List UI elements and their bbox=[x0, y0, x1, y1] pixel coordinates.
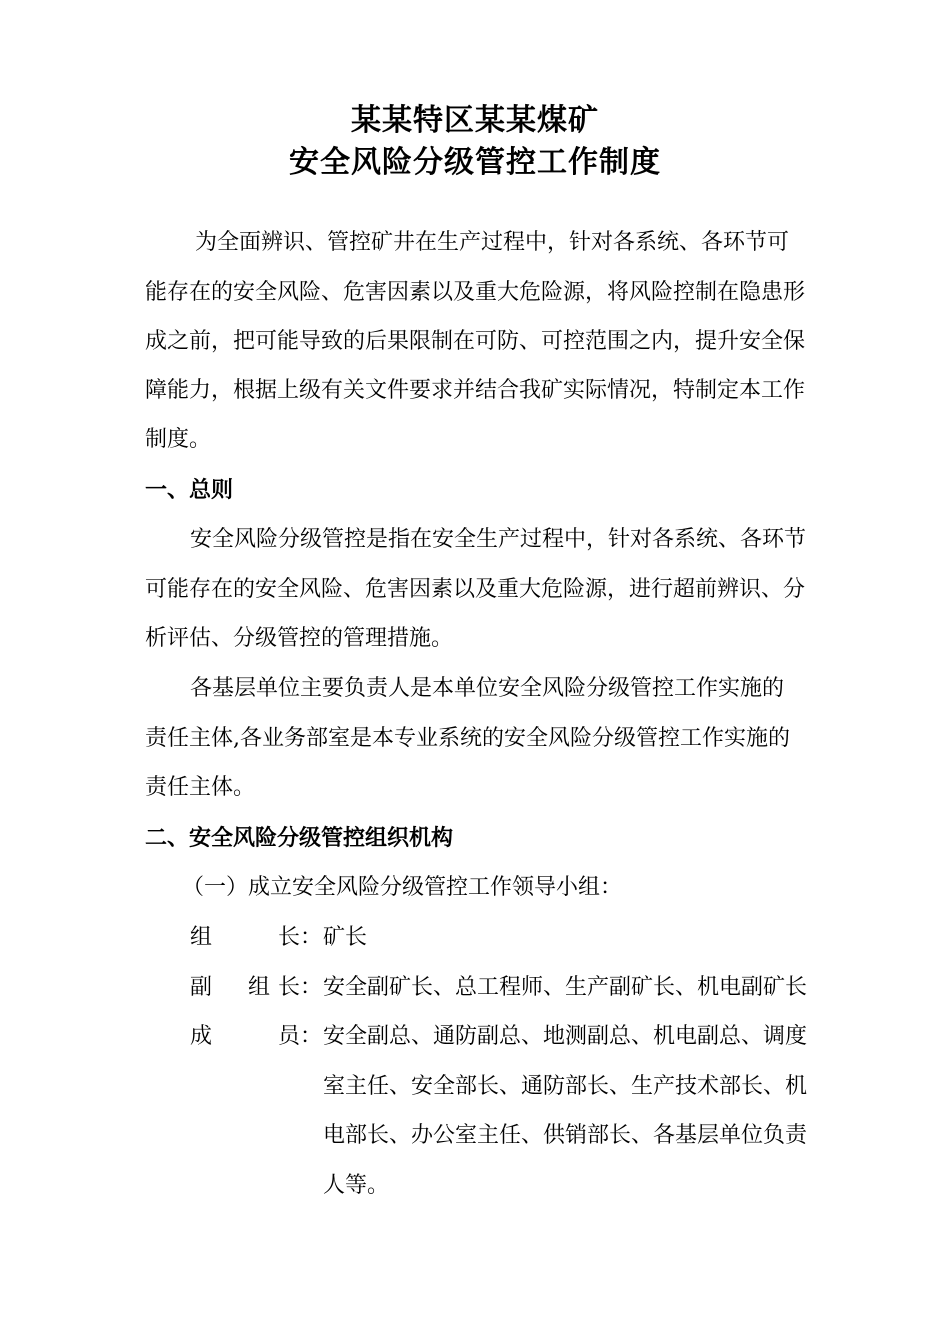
section-2-sub-1: （一）成立安全风险分级管控工作领导小组： bbox=[182, 875, 623, 900]
intro-line-1: 为全面辨识、管控矿井在生产过程中，针对各系统、各环节可 bbox=[195, 230, 790, 255]
section-2-heading: 二、安全风险分级管控组织机构 bbox=[145, 825, 454, 851]
role-colon-members: 员： bbox=[278, 1024, 323, 1049]
intro-line-5: 制度。 bbox=[145, 427, 212, 452]
section-1-para1-line-2: 可能存在的安全风险、危害因素以及重大危险源，进行超前辨识、分 bbox=[145, 577, 806, 602]
section-1-heading: 一、总则 bbox=[145, 477, 234, 503]
intro-line-3: 成之前，把可能导致的后果限制在可防、可控范围之内，提升安全保 bbox=[145, 329, 806, 354]
document-title-line-2: 安全风险分级管控工作制度 bbox=[289, 145, 661, 180]
role-value-deputy-leader: 安全副矿长、总工程师、生产副矿长、机电副矿长 bbox=[323, 975, 808, 1000]
section-1-para1-line-3: 析评估、分级管控的管理措施。 bbox=[145, 626, 454, 651]
role-value-members-line-2: 室主任、安全部长、通防部长、生产技术部长、机 bbox=[323, 1074, 808, 1099]
section-1-para2-line-3: 责任主体。 bbox=[145, 775, 256, 800]
intro-line-4: 障能力，根据上级有关文件要求并结合我矿实际情况，特制定本工作 bbox=[145, 378, 806, 403]
role-label-members: 成 bbox=[190, 1024, 213, 1049]
role-value-leader: 矿长 bbox=[323, 925, 368, 950]
role-label-deputy-leader: 副 组 bbox=[190, 975, 270, 1000]
role-colon-deputy-leader: 长： bbox=[278, 975, 323, 1000]
section-1-para2-line-1: 各基层单位主要负责人是本单位安全风险分级管控工作实施的 bbox=[190, 676, 785, 701]
section-1-para1-line-1: 安全风险分级管控是指在安全生产过程中，针对各系统、各环节 bbox=[190, 527, 807, 552]
role-value-members-line-4: 人等。 bbox=[323, 1173, 390, 1198]
intro-line-2: 能存在的安全风险、危害因素以及重大危险源，将风险控制在隐患形 bbox=[145, 280, 806, 305]
role-colon-leader: 长： bbox=[278, 925, 323, 950]
role-label-leader: 组 bbox=[190, 925, 213, 950]
document-title-line-1: 某某特区某某煤矿 bbox=[351, 103, 599, 138]
role-value-members-line-1: 安全副总、通防副总、地测副总、机电副总、调度 bbox=[323, 1024, 808, 1049]
role-value-members-line-3: 电部长、办公室主任、供销部长、各基层单位负责 bbox=[323, 1123, 808, 1148]
section-1-para2-line-2: 责任主体,各业务部室是本专业系统的安全风险分级管控工作实施的 bbox=[145, 726, 790, 751]
